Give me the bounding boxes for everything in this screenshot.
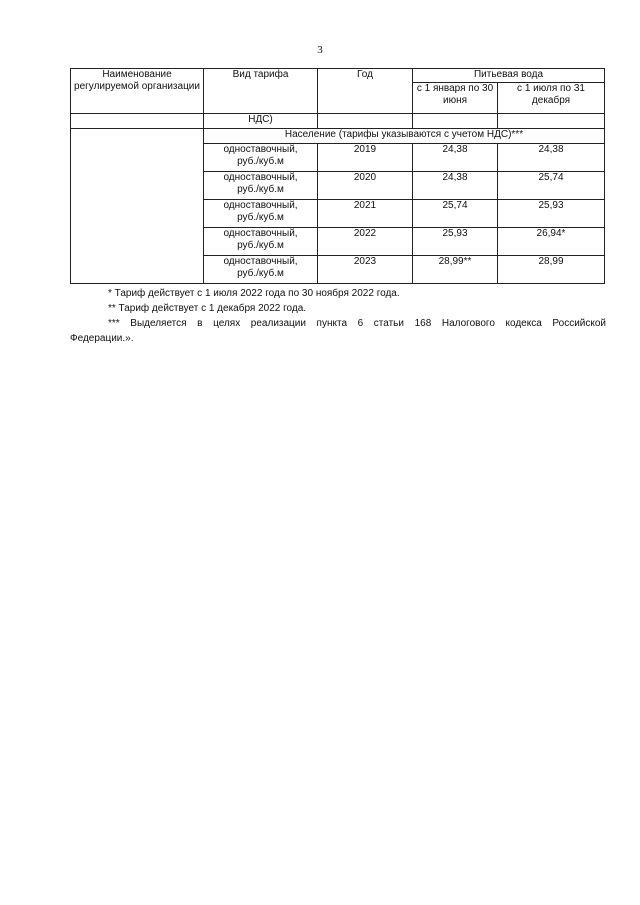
header-period-2: с 1 июля по 31 декабря: [498, 83, 605, 114]
vat-fragment: НДС): [204, 114, 318, 129]
header-tariff-type: Вид тарифа: [204, 69, 318, 114]
period-2-cell: 25,74: [498, 172, 605, 200]
tariff-type-cell: одноставочный, руб./куб.м: [204, 200, 318, 228]
tariff-type-cell: одноставочный, руб./куб.м: [204, 172, 318, 200]
period-1-cell: 28,99**: [413, 256, 498, 284]
period-1-cell: 24,38: [413, 172, 498, 200]
header-year: Год: [318, 69, 413, 114]
tariff-type-cell: одноставочный, руб./куб.м: [204, 228, 318, 256]
vat-p2-empty: [498, 114, 605, 129]
tariff-table: [70, 68, 605, 284]
org-vat-empty: [71, 114, 204, 129]
year-cell: 2020: [318, 172, 413, 200]
year-cell: 2023: [318, 256, 413, 284]
footnote-2: ** Тариф действует с 1 декабря 2022 года.: [108, 303, 307, 314]
group-title: Население (тарифы указываются с учетом НДС)***: [204, 129, 605, 144]
period-2-cell: 26,94*: [498, 228, 605, 256]
period-2-cell: 25,93: [498, 200, 605, 228]
period-1-cell: 25,93: [413, 228, 498, 256]
footnote-3-continuation: Федерации.».: [70, 333, 134, 344]
period-1-cell: 25,74: [413, 200, 498, 228]
period-1-cell: 24,38: [413, 144, 498, 172]
year-cell: 2019: [318, 144, 413, 172]
year-cell: 2022: [318, 228, 413, 256]
header-drinking-water: Питьевая вода: [413, 69, 605, 83]
footnote-3: *** Выделяется в целях реализации пункта 6 статьи 168 Налогового кодекса Российской: [108, 318, 606, 329]
year-cell: 2021: [318, 200, 413, 228]
vat-p1-empty: [413, 114, 498, 129]
footnote-1: * Тариф действует с 1 июля 2022 года по 30 ноября 2022 года.: [108, 288, 400, 299]
footnotes: [70, 286, 606, 346]
organization-empty-cell: [71, 129, 204, 284]
page-number: 3: [317, 44, 323, 56]
vat-year-empty: [318, 114, 413, 129]
header-period-1: с 1 января по 30 июня: [413, 83, 498, 114]
header-organization: Наименование регулируемой организации: [71, 69, 204, 114]
period-2-cell: 28,99: [498, 256, 605, 284]
tariff-type-cell: одноставочный, руб./куб.м: [204, 144, 318, 172]
period-2-cell: 24,38: [498, 144, 605, 172]
tariff-type-cell: одноставочный, руб./куб.м: [204, 256, 318, 284]
